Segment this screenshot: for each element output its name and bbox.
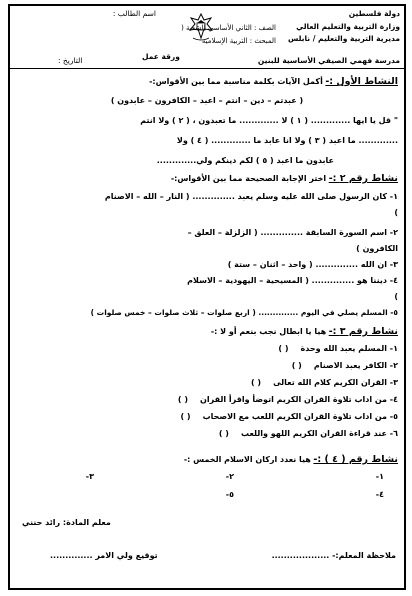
activity3-item-text: ٣- القران الكريم كلام الله تعالى (273, 378, 398, 387)
activity1-options: ( عبدتم – دين – انتم – اعبد – الكافرون – عابدون ) (110, 96, 304, 105)
activity3-item-text: ٦- عند قراءة القران الكريم اللهو واللعب (240, 429, 398, 438)
activity4-title: نشاط رقم ( ٤ ) :- (313, 454, 398, 465)
pillar-4: ٤- (375, 490, 384, 499)
activity3-item-text: ٤- من اداب تلاوة القران الكريم اتوضأ واقرأ القران (200, 395, 398, 404)
activity3-item (16, 361, 398, 370)
activity3-title: نشاط رقم ٣ :- (328, 326, 398, 337)
activity3-answer-box[interactable]: ( ) (278, 344, 289, 353)
activity4-instruction: هيا نعدد اركان الاسلام الخمس :- (183, 455, 311, 464)
activity2-instruction: اختر الإجابة الصحيحة مما بين الأقواس:- (170, 174, 327, 183)
header-left-block (16, 8, 156, 21)
activity2-heading (16, 173, 398, 184)
activity2-q4-close: ) (394, 292, 398, 301)
activity3-answer-box[interactable]: ( ) (177, 395, 189, 404)
activity3-item (16, 395, 398, 404)
activity1-title: النشاط الأول :- (325, 76, 398, 87)
directorate-name: مديرية التربية والتعليم / نابلس (287, 34, 400, 43)
activity3-answer-box[interactable]: ( ) (291, 361, 302, 370)
activity1-heading (16, 76, 398, 87)
subject-label: المبحث : التربية الإسلامية (201, 37, 276, 45)
activity2-q2-cont: الكافرون ) (356, 244, 398, 253)
activity1-instruction: أكمل الآيات بكلمة مناسبة مما بين الأقواس:- (149, 77, 323, 86)
activity1-line2: ............. ما اعبد ( ٣ ) ولا انا عابد ما ............. ( ٤ ) ولا (176, 136, 398, 145)
activity1-line3: عابدون ما اعبد ( ٥ ) لكم دينكم ولي............. (156, 156, 334, 165)
activity1-line1: " قل يا ايها ............. ( ١ ) لا ............. ما تعبدون ، ( ٢ ) ولا انتم (140, 116, 398, 125)
guardian-signature: توقيع ولي الامر .............. (50, 551, 158, 560)
header-right-block (288, 8, 400, 46)
ministry-name: وزارة التربية والتعليم العالي (296, 21, 400, 31)
activity4-heading (16, 454, 398, 465)
activity2-q1: ١- كان الرسول صلى الله عليه وسلم يعبد .............. ( النار – الله – الاصنام (104, 192, 398, 201)
activity3-item-text: ١- المسلم يعبد الله وحدة (300, 344, 398, 353)
activity2-q3: ٣- ان الله .............. ( واحد – اثنان – ستة ) (227, 260, 398, 269)
activity3-heading (16, 326, 398, 337)
worksheet (8, 4, 406, 590)
activity3-item (16, 378, 398, 387)
activity2-title: نشاط رقم ٢ :- (328, 173, 398, 184)
activity3-item-text: ٢- الكافر يعبد الاصنام (313, 361, 398, 370)
pillar-5: ٥- (225, 490, 234, 499)
worksheet-title: ورقة عمل (142, 52, 180, 61)
school-name: مدرسة فهمي الصيفي الأساسية للبنين (257, 56, 400, 65)
activity2-q2: ٢- اسم السورة السابقة .............. ( الزلزلة – العلق – (187, 228, 398, 237)
activity3-item (16, 429, 398, 438)
worksheet-header (10, 6, 404, 69)
teacher-name: معلم المادة: رائد حنني (22, 518, 111, 527)
student-name-label: اسم الطالب : (112, 9, 156, 18)
grade-label: الصف : الثاني الأساسي الشعبة ( (181, 24, 276, 32)
date-label: التاريخ : (58, 56, 83, 65)
activity3-item-text: ٥- من اداب تلاوة القران الكريم اللعب مع الاصحاب (202, 412, 398, 421)
pillar-3: ٣- (85, 472, 94, 481)
activity3-instruction: هيا يا ابطال نجب بنعم أو لا :- (210, 327, 327, 336)
teacher-note: ملاحظة المعلم:- ................... (271, 551, 396, 560)
activity2-q5: ٥- المسلم يصلي في اليوم .............. ( اربع صلوات – ثلاث صلوات – خمس صلوات ) (90, 308, 398, 317)
activity2-q1-close: ) (394, 208, 398, 217)
country-name: دولة فلسطين (348, 9, 400, 18)
activity3-answer-box[interactable]: ( ) (180, 412, 191, 421)
pillar-1: ١- (375, 472, 384, 481)
activity3-answer-box[interactable]: ( ) (250, 378, 262, 387)
activity3-item (16, 344, 398, 353)
pillar-2: ٢- (225, 472, 234, 481)
activity3-answer-box[interactable]: ( ) (218, 429, 229, 438)
activity3-item (16, 412, 398, 421)
activity2-q4: ٤- ديننا هو .............. ( المسيحية – اليهودية – الاسلام (187, 276, 398, 285)
